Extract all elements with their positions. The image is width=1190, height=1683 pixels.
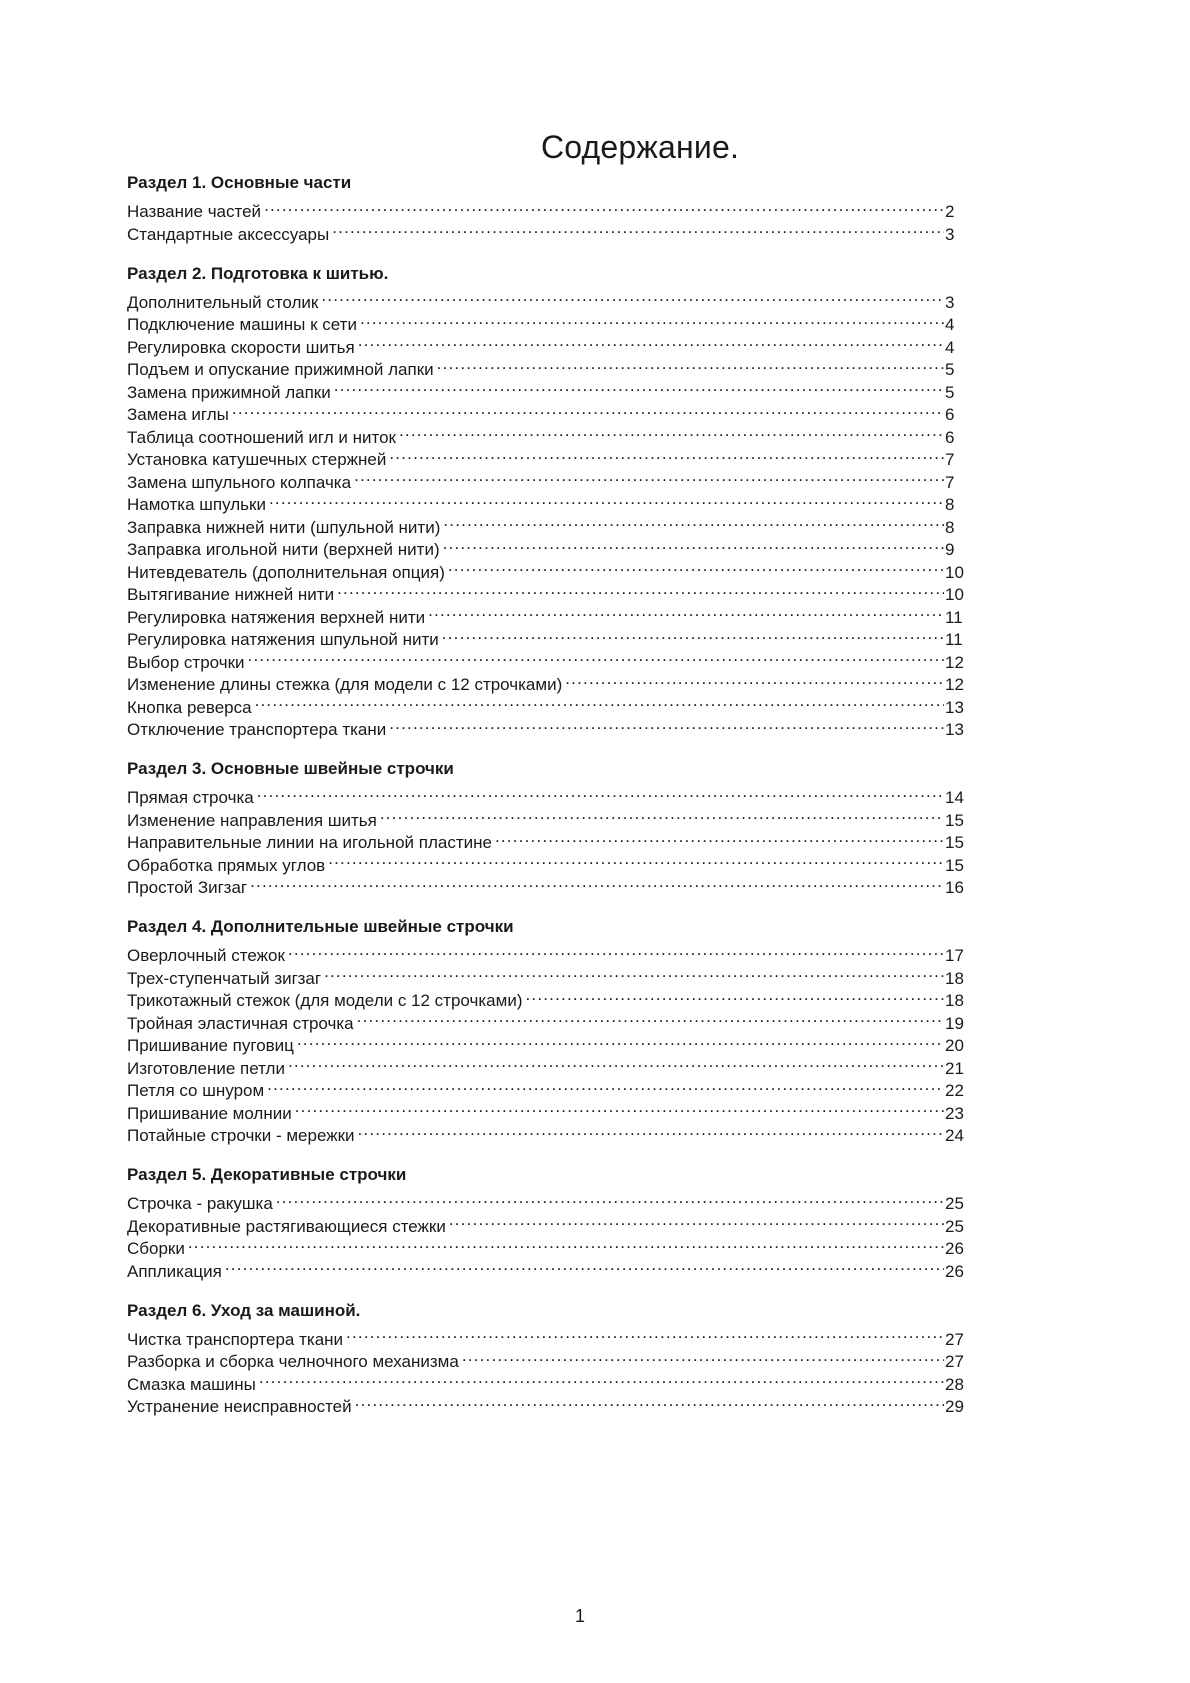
toc-section <box>127 916 967 1145</box>
toc-entry-page: 5 <box>945 382 955 402</box>
toc-entry-page: 19 <box>945 1013 964 1033</box>
dot-leader <box>188 1232 944 1255</box>
toc-section <box>127 1300 967 1416</box>
toc-entry[interactable] <box>127 1254 967 1281</box>
dot-leader <box>380 803 944 826</box>
toc-section <box>127 758 967 897</box>
dot-leader <box>346 1322 944 1345</box>
section-heading: Раздел 4. Дополнительные швейные строчки <box>127 917 514 936</box>
toc-entry-page: 29 <box>945 1397 964 1416</box>
dot-leader <box>257 781 944 804</box>
toc-entry-label: Регулировка натяжения шпульной нити <box>127 630 439 649</box>
dot-leader <box>358 330 944 353</box>
toc-entry-label: Заправка нижней нити (шпульной нити) <box>127 517 441 537</box>
toc-entry-label: Стандартные аксессуары <box>127 224 330 244</box>
toc-entry-label: Регулировка натяжения верхней нити <box>127 607 426 627</box>
toc-entry-label: Пришивание пуговиц <box>127 1036 294 1055</box>
toc-entry-label: Отключение транспортера ткани <box>127 720 387 739</box>
page-title: Содержание. <box>540 129 740 166</box>
toc-entry-label: Аппликация <box>127 1261 222 1281</box>
dot-leader <box>358 1119 944 1142</box>
toc-entry-page: 26 <box>945 1239 964 1258</box>
toc-section <box>127 263 967 739</box>
toc-entry-page: 10 <box>945 585 964 604</box>
dot-leader <box>443 533 944 556</box>
toc-entry-page: 28 <box>945 1374 964 1394</box>
toc-entry-label: Прямая строчка <box>127 788 254 807</box>
toc-entry-label: Трех-ступенчатый зигзаг <box>127 968 322 988</box>
dot-leader <box>269 488 944 511</box>
toc-entry-page: 15 <box>945 855 964 875</box>
toc-entry-label: Название частей <box>127 202 262 221</box>
dot-leader <box>428 600 944 623</box>
toc-entry-page: 7 <box>945 450 955 469</box>
dot-leader <box>360 308 944 331</box>
dot-leader <box>297 1029 944 1052</box>
toc-entry-page: 20 <box>945 1036 964 1055</box>
toc-entry-label: Замена шпульного колпачка <box>127 472 352 492</box>
dot-leader <box>225 1254 944 1277</box>
toc-entry-page: 8 <box>945 495 955 514</box>
toc-entry-label: Устранение неисправностей <box>127 1397 352 1416</box>
dot-leader <box>267 1074 944 1097</box>
toc-entry[interactable] <box>127 939 967 965</box>
toc-entry-label: Сборки <box>127 1239 185 1258</box>
toc-entry[interactable] <box>127 1232 967 1258</box>
dot-leader <box>462 1345 944 1368</box>
section-heading: Раздел 6. Уход за машиной. <box>127 1300 361 1320</box>
dot-leader <box>449 1209 944 1232</box>
toc-entry-page: 3 <box>945 292 955 312</box>
dot-leader <box>355 1390 944 1413</box>
dot-leader <box>565 668 944 691</box>
toc-entry-label: Тройная эластичная строчка <box>127 1013 354 1033</box>
toc-entry-page: 3 <box>945 224 955 244</box>
toc-entry-page: 14 <box>945 788 964 807</box>
toc-entry-page: 21 <box>945 1058 964 1078</box>
toc-entry-page: 4 <box>945 337 955 357</box>
toc-entry-page: 25 <box>945 1216 964 1236</box>
table-of-contents <box>127 172 967 1435</box>
dot-leader <box>276 1187 944 1210</box>
toc-entry-page: 15 <box>945 833 964 852</box>
toc-entry-label: Замена прижимной лапки <box>127 382 331 402</box>
toc-entry-label: Регулировка скорости шитья <box>127 337 355 357</box>
dot-leader <box>442 623 944 646</box>
toc-entry-page: 17 <box>945 946 964 965</box>
toc-entry-label: Строчка - ракушка <box>127 1194 273 1213</box>
toc-entry-label: Простой Зигзаг <box>127 878 248 897</box>
toc-entry[interactable] <box>127 1187 967 1213</box>
dot-leader <box>443 510 944 533</box>
toc-entry-page: 6 <box>945 405 955 424</box>
dot-leader <box>389 443 944 466</box>
dot-leader <box>525 984 944 1007</box>
dot-leader <box>495 826 944 849</box>
toc-entry-page: 7 <box>945 472 955 492</box>
toc-entry-label: Разборка и сборка челночного механизма <box>127 1352 459 1371</box>
toc-entry-page: 27 <box>945 1329 964 1349</box>
page-number: 1 <box>574 1606 585 1626</box>
toc-entry-label: Направительные линии на игольной пластине <box>127 833 492 852</box>
dot-leader <box>264 195 944 218</box>
toc-entry-label: Кнопка реверса <box>127 697 252 717</box>
toc-entry-page: 23 <box>945 1103 964 1123</box>
toc-entry-page: 16 <box>945 878 964 897</box>
dot-leader <box>334 375 944 398</box>
toc-entry-label: Изготовление петли <box>127 1058 285 1078</box>
toc-entry-label: Изменение направления шитья <box>127 810 377 830</box>
toc-entry-page: 9 <box>945 540 955 559</box>
dot-leader <box>232 398 944 421</box>
toc-entry[interactable] <box>127 1322 967 1349</box>
toc-entry[interactable] <box>127 285 967 312</box>
toc-entry-page: 12 <box>945 652 964 672</box>
toc-entry-page: 22 <box>945 1081 964 1100</box>
section-heading: Раздел 1. Основные части <box>127 173 352 192</box>
toc-entry-label: Смазка машины <box>127 1374 256 1394</box>
toc-entry[interactable] <box>127 195 967 221</box>
toc-entry-label: Подъем и опускание прижимной лапки <box>127 360 434 379</box>
toc-entry-label: Замена иглы <box>127 405 229 424</box>
section-heading: Раздел 2. Подготовка к шитью. <box>127 263 389 283</box>
toc-entry-label: Дополнительный столик <box>127 292 319 312</box>
toc-entry-label: Таблица соотношений игл и ниток <box>127 427 396 447</box>
toc-entry-label: Нитевдеватель (дополнительная опция) <box>127 562 445 582</box>
toc-entry-page: 5 <box>945 360 955 379</box>
toc-entry-page: 15 <box>945 810 964 830</box>
toc-entry-label: Обработка прямых углов <box>127 855 326 875</box>
toc-entry-page: 4 <box>945 315 955 334</box>
toc-entry[interactable] <box>127 668 967 694</box>
toc-entry-page: 24 <box>945 1126 964 1145</box>
dot-leader <box>354 465 944 488</box>
toc-entry-page: 2 <box>945 202 955 221</box>
toc-entry-label: Трикотажный стежок (для модели с 12 строчками) <box>127 991 523 1010</box>
dot-leader <box>337 578 944 601</box>
toc-entry[interactable] <box>127 713 967 739</box>
toc-entry-page: 6 <box>945 427 955 447</box>
toc-entry-label: Потайные строчки - мережки <box>127 1126 355 1145</box>
toc-entry-page: 10 <box>945 562 964 582</box>
dot-leader <box>332 217 944 240</box>
section-heading: Раздел 5. Декоративные строчки <box>127 1165 407 1184</box>
toc-entry-page: 25 <box>945 1194 964 1213</box>
toc-entry-page: 8 <box>945 517 955 537</box>
section-heading: Раздел 3. Основные швейные строчки <box>127 759 454 778</box>
dot-leader <box>357 1006 944 1029</box>
toc-entry-page: 11 <box>945 607 963 627</box>
toc-entry-page: 27 <box>945 1352 964 1371</box>
toc-entry-label: Выбор строчки <box>127 652 245 672</box>
dot-leader <box>295 1096 944 1119</box>
toc-entry-label: Намотка шпульки <box>127 495 266 514</box>
dot-leader <box>389 713 944 736</box>
toc-entry[interactable] <box>127 420 967 447</box>
toc-entry-page: 18 <box>945 968 964 988</box>
toc-entry-page: 12 <box>945 675 964 694</box>
toc-entry-page: 18 <box>945 991 964 1010</box>
toc-section <box>127 1164 967 1281</box>
dot-leader <box>399 420 944 443</box>
toc-entry-label: Изменение длины стежка (для модели с 12 строчками) <box>127 675 563 694</box>
toc-entry-page: 13 <box>945 697 964 717</box>
toc-entry-label: Оверлочный стежок <box>127 946 285 965</box>
dot-leader <box>321 285 944 308</box>
dot-leader <box>324 961 944 984</box>
dot-leader <box>250 871 944 894</box>
toc-entry-label: Установка катушечных стержней <box>127 450 387 469</box>
dot-leader <box>288 939 944 962</box>
toc-entry[interactable] <box>127 398 967 424</box>
toc-entry-label: Заправка игольной нити (верхней нити) <box>127 540 440 559</box>
dot-leader <box>288 1051 944 1074</box>
toc-entry-label: Пришивание молнии <box>127 1103 292 1123</box>
toc-entry-label: Декоративные растягивающиеся стежки <box>127 1216 446 1236</box>
dot-leader <box>448 555 944 578</box>
dot-leader <box>248 645 944 668</box>
toc-entry[interactable] <box>127 871 967 897</box>
toc-entry-label: Чистка транспортера ткани <box>127 1329 344 1349</box>
toc-entry-label: Вытягивание нижней нити <box>127 585 335 604</box>
toc-section <box>127 172 967 244</box>
toc-entry-label: Подключение машины к сети <box>127 315 357 334</box>
dot-leader <box>437 353 944 376</box>
dot-leader <box>255 690 944 713</box>
toc-entry-page: 26 <box>945 1261 964 1281</box>
toc-entry-page: 11 <box>945 630 963 649</box>
dot-leader <box>259 1367 944 1390</box>
toc-entry-label: Петля со шнуром <box>127 1081 265 1100</box>
toc-entry[interactable] <box>127 781 967 807</box>
dot-leader <box>328 848 944 871</box>
toc-entry-page: 13 <box>945 720 964 739</box>
toc-entry[interactable] <box>127 645 967 672</box>
